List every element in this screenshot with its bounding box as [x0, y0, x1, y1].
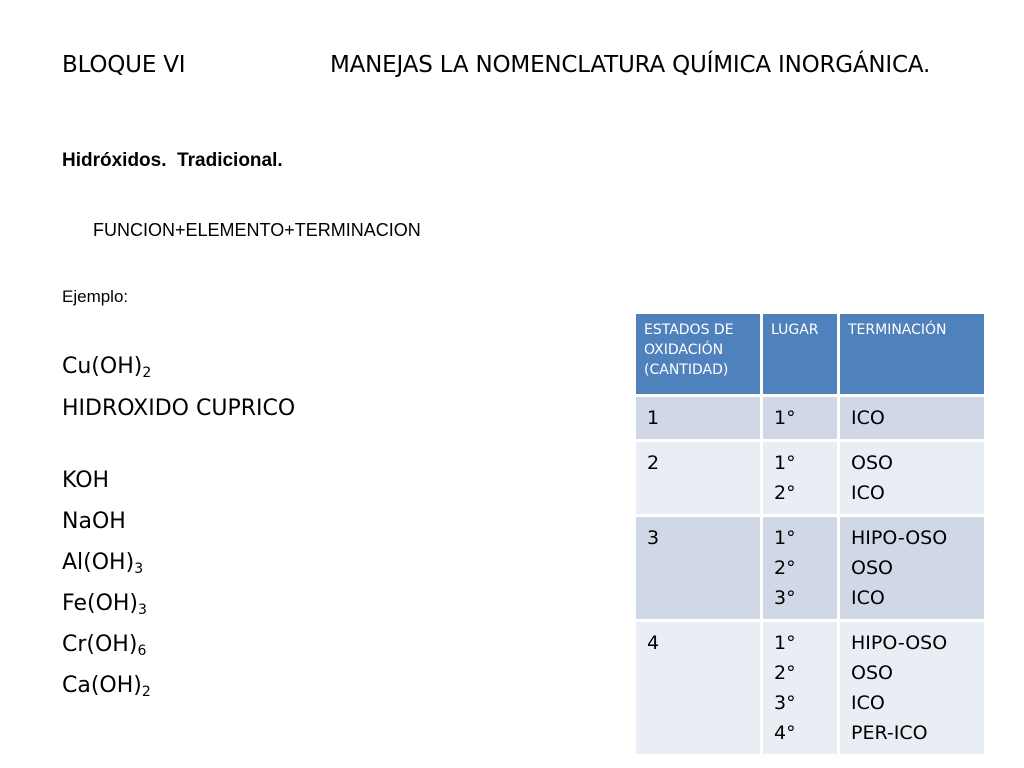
table-row [636, 622, 984, 754]
place-value: 2° [774, 482, 796, 504]
compound-base: KOH [62, 468, 110, 493]
compound-base: Al(OH) [62, 550, 135, 575]
table-header-row [636, 314, 984, 394]
cell-places [763, 442, 837, 514]
example-compound-name: HIDROXIDO CUPRICO [62, 396, 296, 421]
compound-base: Cu(OH) [62, 354, 143, 379]
place-value: 1° [774, 632, 796, 654]
list-item [62, 632, 151, 673]
cell-count: 1 [636, 397, 760, 439]
cell-places [763, 622, 837, 754]
ending-value: OSO [851, 662, 893, 684]
cell-endings [840, 442, 984, 514]
place-value: 2° [774, 662, 796, 684]
compound-base: Cr(OH) [62, 632, 138, 657]
place-value: 2° [774, 557, 796, 579]
table-row [636, 517, 984, 619]
naming-formula: FUNCION+ELEMENTO+TERMINACION [93, 220, 421, 240]
place-value: 1° [774, 527, 796, 549]
compound-base: NaOH [62, 509, 126, 534]
list-item [62, 468, 151, 509]
table-row [636, 442, 984, 514]
compound-list [62, 468, 151, 714]
ending-value: OSO [851, 452, 893, 474]
ending-value: ICO [851, 482, 885, 504]
list-item [62, 673, 151, 714]
compound-subscript: 2 [142, 365, 152, 381]
cell-count: 3 [636, 517, 760, 619]
list-item [62, 591, 151, 632]
place-value: 1° [774, 452, 796, 474]
header-ending: TERMINACIÓN [840, 314, 984, 394]
compound-subscript: 3 [138, 602, 147, 618]
cell-places [763, 397, 837, 439]
cell-endings [840, 517, 984, 619]
header-oxidation-states: ESTADOS DE OXIDACIÓN (CANTIDAD) [636, 314, 760, 394]
compound-subscript: 6 [137, 643, 147, 659]
section-subtitle: Hidróxidos. Tradicional. [62, 150, 283, 171]
page-title: MANEJAS LA NOMENCLATURA QUÍMICA INORGÁNICA. [330, 52, 931, 78]
block-label: BLOQUE VI [62, 52, 186, 78]
ending-value: PER-ICO [851, 722, 928, 744]
cell-count: 2 [636, 442, 760, 514]
list-item [62, 509, 151, 550]
ending-value: ICO [851, 407, 885, 429]
cell-count: 4 [636, 622, 760, 754]
compound-subscript: 2 [141, 684, 151, 700]
compound-subscript: 3 [134, 561, 144, 577]
oxidation-states-table [633, 311, 987, 757]
ending-value: HIPO-OSO [851, 527, 948, 549]
header-place: LUGAR [763, 314, 837, 394]
place-value: 1° [774, 407, 796, 429]
place-value: 3° [774, 692, 796, 714]
place-value: 3° [774, 587, 796, 609]
ending-value: ICO [851, 587, 885, 609]
example-label: Ejemplo: [62, 287, 129, 306]
example-compound [62, 354, 151, 380]
ending-value: OSO [851, 557, 893, 579]
place-value: 4° [774, 722, 796, 744]
list-item [62, 550, 151, 591]
compound-base: Fe(OH) [62, 591, 139, 616]
ending-value: HIPO-OSO [851, 632, 948, 654]
ending-value: ICO [851, 692, 885, 714]
cell-places [763, 517, 837, 619]
compound-base: Ca(OH) [62, 673, 142, 698]
cell-endings [840, 622, 984, 754]
table-row [636, 397, 984, 439]
cell-endings [840, 397, 984, 439]
